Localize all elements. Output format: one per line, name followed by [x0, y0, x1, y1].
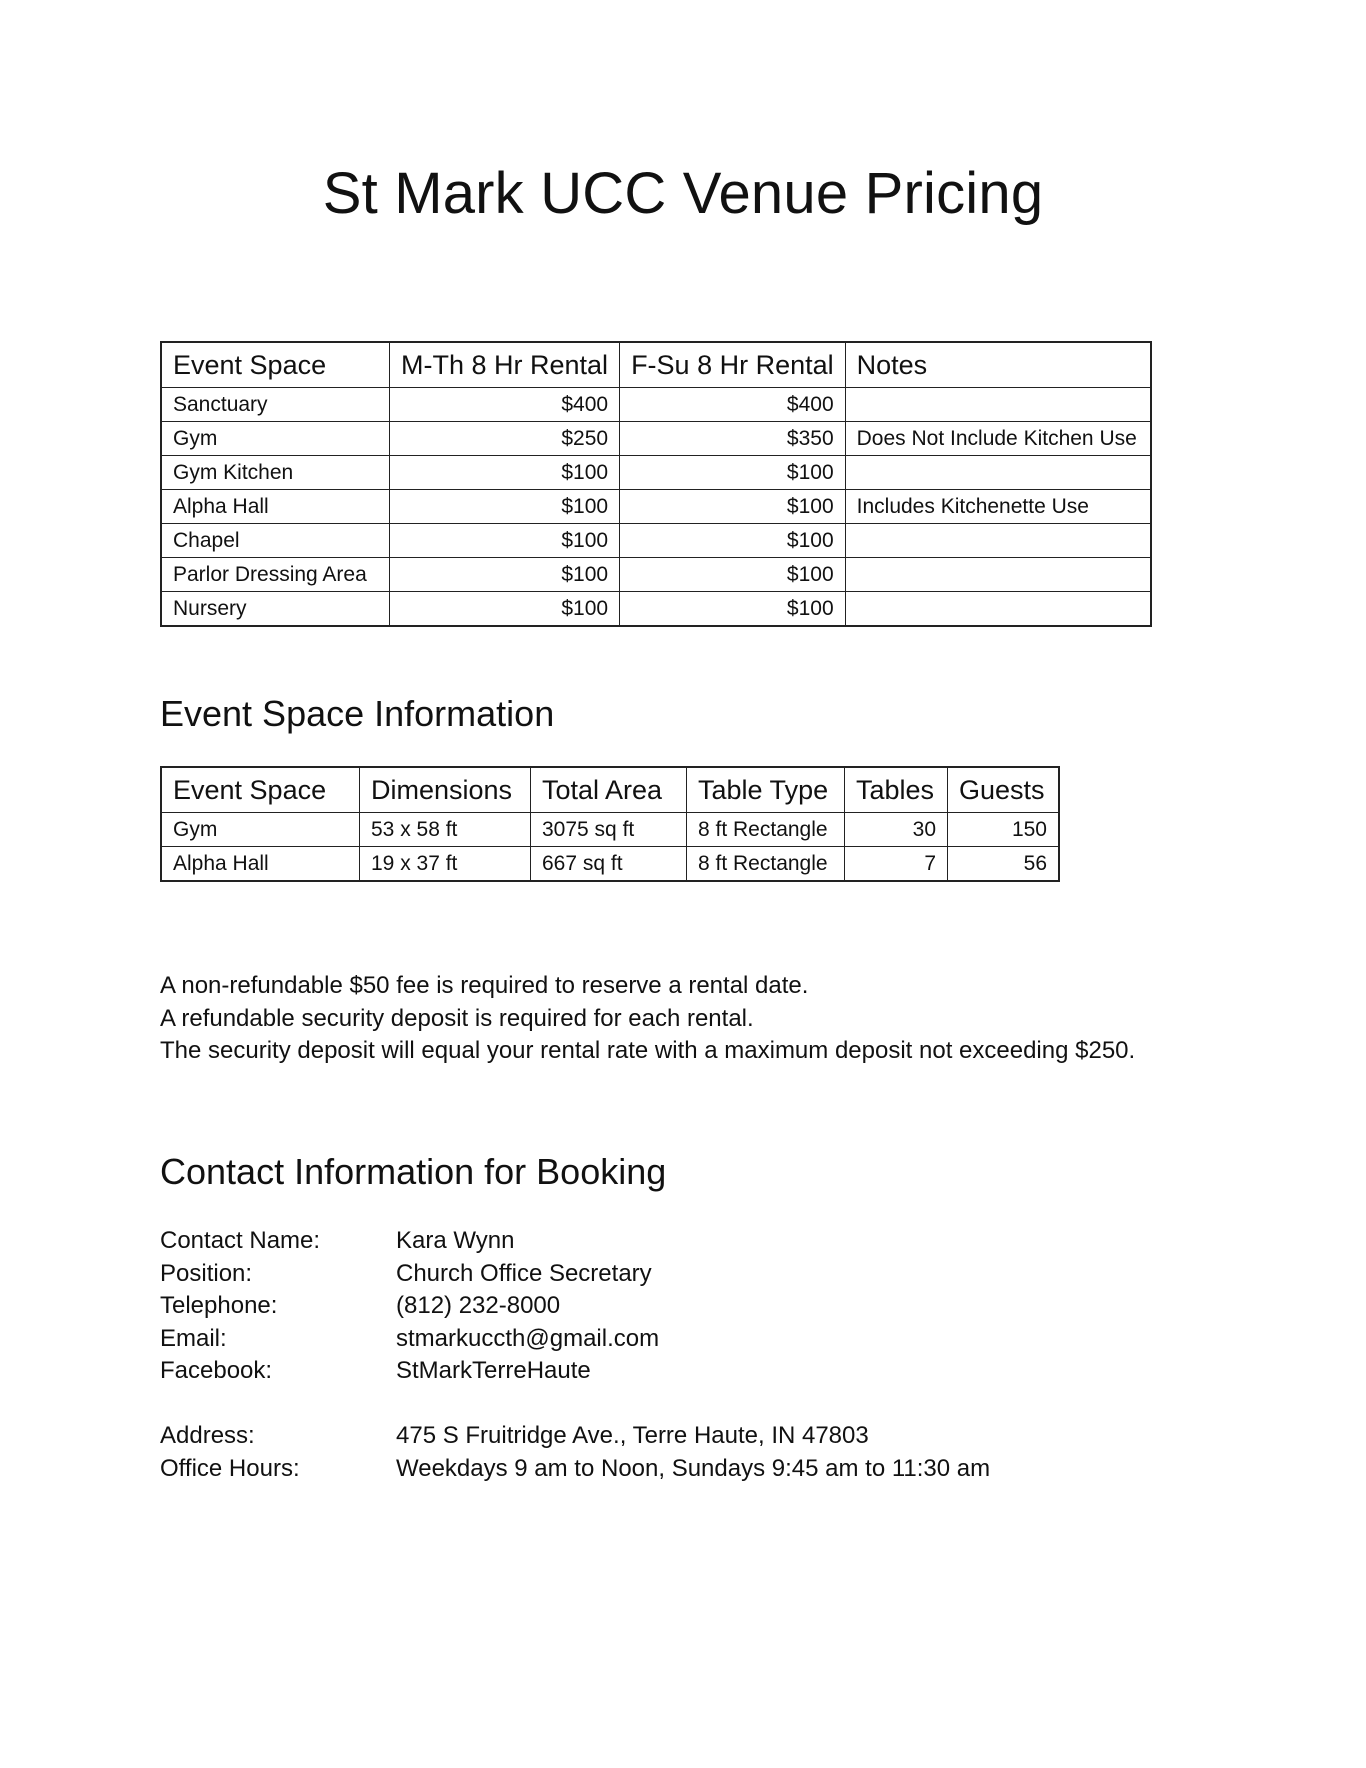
fsu-rate-cell: $100 — [620, 524, 846, 558]
event-space-info-heading: Event Space Information — [160, 693, 555, 734]
telephone-label: Telephone: — [160, 1292, 278, 1319]
fsu-rate-cell: $400 — [620, 388, 846, 422]
info-header-row — [161, 767, 1059, 813]
fsu-rate-cell: $350 — [620, 422, 846, 456]
event-space-info-table — [160, 766, 1060, 882]
table-row — [161, 524, 1151, 558]
facebook-value: StMarkTerreHaute — [396, 1357, 591, 1384]
address-value: 475 S Fruitridge Ave., Terre Haute, IN 47803 — [396, 1422, 869, 1449]
mth-rate-cell: $100 — [390, 558, 620, 592]
table-row — [161, 388, 1151, 422]
notes-cell — [845, 558, 1151, 592]
pricing-table — [160, 341, 1152, 627]
info-header-tables: Tables — [845, 767, 948, 813]
total-area-cell: 667 sq ft — [531, 847, 687, 882]
mth-rate-cell: $100 — [390, 490, 620, 524]
contact-name-label: Contact Name: — [160, 1227, 321, 1254]
pricing-header-mth-rental: M-Th 8 Hr Rental — [390, 342, 620, 388]
mth-rate-cell: $250 — [390, 422, 620, 456]
event-space-cell: Alpha Hall — [161, 490, 390, 524]
table-type-cell: 8 ft Rectangle — [687, 813, 845, 847]
notes-cell: Does Not Include Kitchen Use — [845, 422, 1151, 456]
contact-name-row — [160, 1225, 990, 1258]
pricing-header-event-space: Event Space — [161, 342, 390, 388]
info-header-total-area: Total Area — [531, 767, 687, 813]
address-row — [160, 1420, 990, 1453]
contact-name-value: Kara Wynn — [396, 1227, 515, 1254]
deposit-amount-note: The security deposit will equal your rental rate with a maximum deposit not exceeding $250. — [160, 1037, 1136, 1064]
office-hours-row — [160, 1453, 990, 1486]
table-row — [161, 456, 1151, 490]
total-area-cell: 3075 sq ft — [531, 813, 687, 847]
address-label: Address: — [160, 1422, 255, 1449]
event-space-cell: Chapel — [161, 524, 390, 558]
mth-rate-cell: $100 — [390, 456, 620, 490]
telephone-value: (812) 232-8000 — [396, 1292, 561, 1319]
pricing-header-row — [161, 342, 1151, 388]
notes-cell — [845, 388, 1151, 422]
table-row — [161, 490, 1151, 524]
event-space-cell: Gym Kitchen — [161, 456, 390, 490]
guests-cell: 56 — [948, 847, 1060, 882]
dimensions-cell: 53 x 58 ft — [360, 813, 531, 847]
event-space-cell: Gym — [161, 813, 360, 847]
info-header-dimensions: Dimensions — [360, 767, 531, 813]
security-deposit-note: A refundable security deposit is required for each rental. — [160, 1004, 754, 1032]
contact-details — [160, 1225, 990, 1485]
facebook-row — [160, 1355, 990, 1388]
mth-rate-cell: $400 — [390, 388, 620, 422]
facebook-label: Facebook: — [160, 1357, 273, 1384]
event-space-cell: Parlor Dressing Area — [161, 558, 390, 592]
position-row — [160, 1258, 990, 1291]
rental-policy-notes — [160, 970, 1160, 1068]
page-title: St Mark UCC Venue Pricing — [322, 161, 1044, 226]
event-space-cell: Sanctuary — [161, 388, 390, 422]
telephone-row — [160, 1290, 990, 1323]
event-space-cell: Gym — [161, 422, 390, 456]
info-header-event-space: Event Space — [161, 767, 360, 813]
email-value: stmarkuccth@gmail.com — [396, 1324, 660, 1352]
pricing-header-fsu-rental: F-Su 8 Hr Rental — [620, 342, 846, 388]
notes-cell — [845, 592, 1151, 627]
mth-rate-cell: $100 — [390, 592, 620, 627]
tables-cell: 30 — [845, 813, 948, 847]
office-hours-value: Weekdays 9 am to Noon, Sundays 9:45 am to 11:30 am — [396, 1454, 991, 1482]
office-hours-label: Office Hours: — [160, 1454, 300, 1482]
position-label: Position: — [160, 1259, 253, 1287]
table-row — [161, 592, 1151, 627]
reservation-fee-note: A non-refundable $50 fee is required to reserve a rental date. — [160, 972, 809, 999]
table-row — [161, 813, 1059, 847]
info-header-table-type: Table Type — [687, 767, 845, 813]
fsu-rate-cell: $100 — [620, 456, 846, 490]
contact-spacer — [160, 1388, 990, 1421]
table-type-cell: 8 ft Rectangle — [687, 847, 845, 882]
info-header-guests: Guests — [948, 767, 1060, 813]
email-row — [160, 1323, 990, 1356]
notes-cell — [845, 456, 1151, 490]
table-row — [161, 422, 1151, 456]
notes-cell — [845, 524, 1151, 558]
contact-info-heading: Contact Information for Booking — [160, 1151, 667, 1192]
position-value: Church Office Secretary — [396, 1259, 652, 1287]
fsu-rate-cell: $100 — [620, 592, 846, 627]
fsu-rate-cell: $100 — [620, 490, 846, 524]
fsu-rate-cell: $100 — [620, 558, 846, 592]
pricing-header-notes: Notes — [845, 342, 1151, 388]
table-row — [161, 847, 1059, 882]
mth-rate-cell: $100 — [390, 524, 620, 558]
dimensions-cell: 19 x 37 ft — [360, 847, 531, 882]
notes-cell: Includes Kitchenette Use — [845, 490, 1151, 524]
guests-cell: 150 — [948, 813, 1060, 847]
event-space-cell: Alpha Hall — [161, 847, 360, 882]
email-label: Email: — [160, 1324, 227, 1352]
event-space-cell: Nursery — [161, 592, 390, 627]
tables-cell: 7 — [845, 847, 948, 882]
table-row — [161, 558, 1151, 592]
